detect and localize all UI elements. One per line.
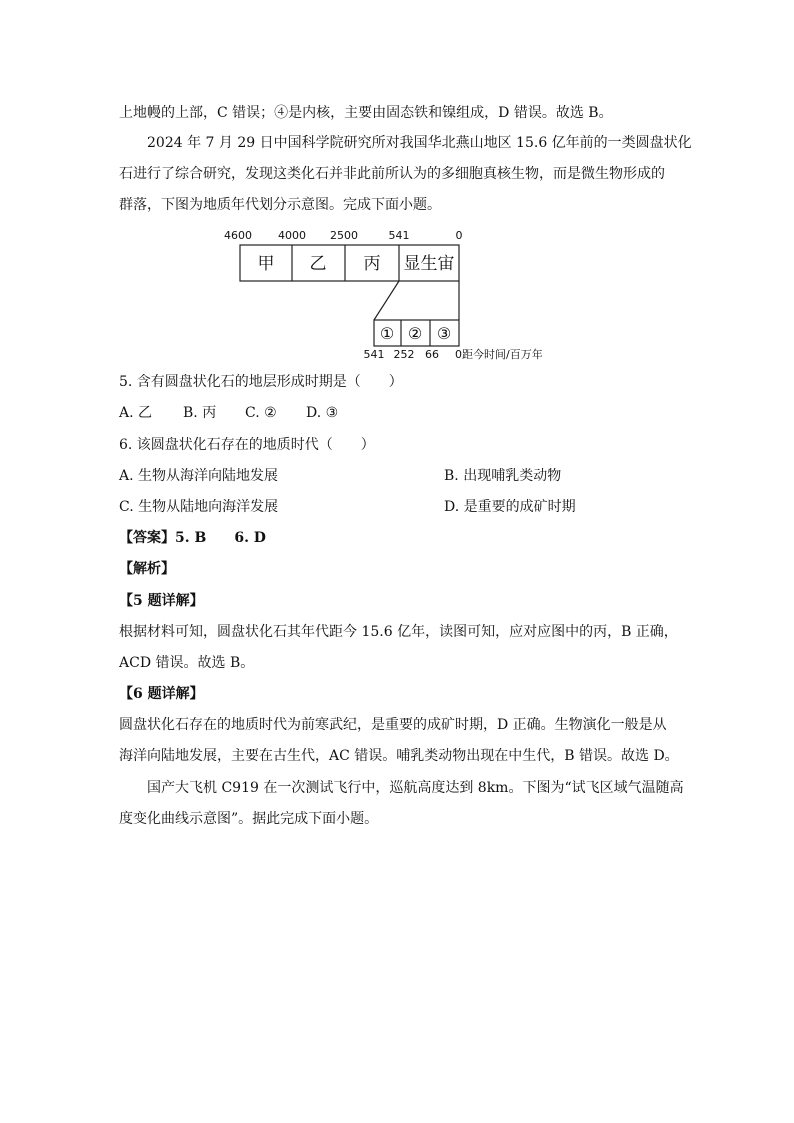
- text-line: 度变化曲线示意图”。据此完成下面小题。: [119, 811, 379, 827]
- bottom-tick-label: 252: [393, 348, 415, 361]
- era-label-2: ②: [407, 324, 423, 343]
- q6-option-d: D. 是重要的成矿时期: [444, 499, 576, 515]
- top-tick-label: 2500: [330, 229, 358, 242]
- text-line: 石进行了综合研究，发现这类化石并非此前所认为的多细胞真核生物，而是微生物形成的: [119, 166, 665, 182]
- bottom-tick-label: 66: [425, 348, 439, 361]
- top-tick-label: 541: [388, 229, 410, 242]
- q5-option-d: D. ③: [306, 405, 339, 421]
- text-line: 2024 年 7 月 29 日中国科学院研究所对我国华北燕山地区 15.6 亿年前的一类圆盘状化: [147, 135, 692, 151]
- q6-detail-heading: 【6 题详解】: [119, 686, 204, 702]
- geologic-time-diagram: [0, 0, 794, 370]
- eon-label-phanerozoic: 显生宙: [403, 254, 455, 274]
- q5-detail-heading: 【5 题详解】: [119, 593, 204, 609]
- eon-label-jia: 甲: [257, 254, 275, 274]
- eon-label-yi: 乙: [309, 254, 327, 274]
- q5-option-a: A. 乙: [119, 405, 153, 421]
- era-label-3: ③: [436, 324, 452, 343]
- question-6: 6. 该圆盘状化石存在的地质时代（ ）: [119, 437, 375, 453]
- q6-option-c: C. 生物从陆地向海洋发展: [119, 499, 279, 515]
- analysis-heading: 【解析】: [119, 561, 175, 577]
- text-line: ACD 错误。故选 B。: [119, 655, 255, 671]
- text-line: 上地幔的上部，C 错误；④是内核，主要由固态铁和镍组成，D 错误。故选 B。: [119, 105, 613, 121]
- q5-option-c: C. ②: [245, 405, 277, 421]
- bottom-tick-label-with-unit: 0距今时间/百万年: [455, 348, 543, 361]
- q5-option-b: B. 丙: [183, 405, 217, 421]
- bottom-tick-label: 541: [363, 348, 385, 361]
- q6-option-a: A. 生物从海洋向陆地发展: [119, 468, 279, 484]
- top-tick-label: 4600: [224, 229, 252, 242]
- zoom-connector: [374, 281, 399, 320]
- top-tick-label: 4000: [278, 229, 306, 242]
- q6-option-b: B. 出现哺乳类动物: [444, 468, 562, 484]
- text-line: 海洋向陆地发展，主要在古生代，AC 错误。哺乳类动物出现在中生代，B 错误。故选 D。: [119, 748, 679, 764]
- eon-label-bing: 丙: [363, 254, 381, 274]
- question-5: 5. 含有圆盘状化石的地层形成时期是（ ）: [119, 374, 403, 390]
- top-tick-label: 0: [455, 229, 463, 242]
- answer-line: 【答案】5. B 6. D: [119, 530, 266, 546]
- text-line: 群落，下图为地质年代划分示意图。完成下面小题。: [119, 197, 441, 213]
- text-line: 圆盘状化石存在的地质时代为前寒武纪，是重要的成矿时期，D 正确。生物演化一般是从: [119, 717, 667, 733]
- text-line: 国产大飞机 C919 在一次测试飞行中，巡航高度达到 8km。下图为“试飞区域气温随高: [147, 780, 684, 796]
- text-line: 根据材料可知，圆盘状化石其年代距今 15.6 亿年，读图可知，应对应图中的丙，B 正确，: [119, 624, 678, 640]
- era-label-1: ①: [379, 324, 395, 343]
